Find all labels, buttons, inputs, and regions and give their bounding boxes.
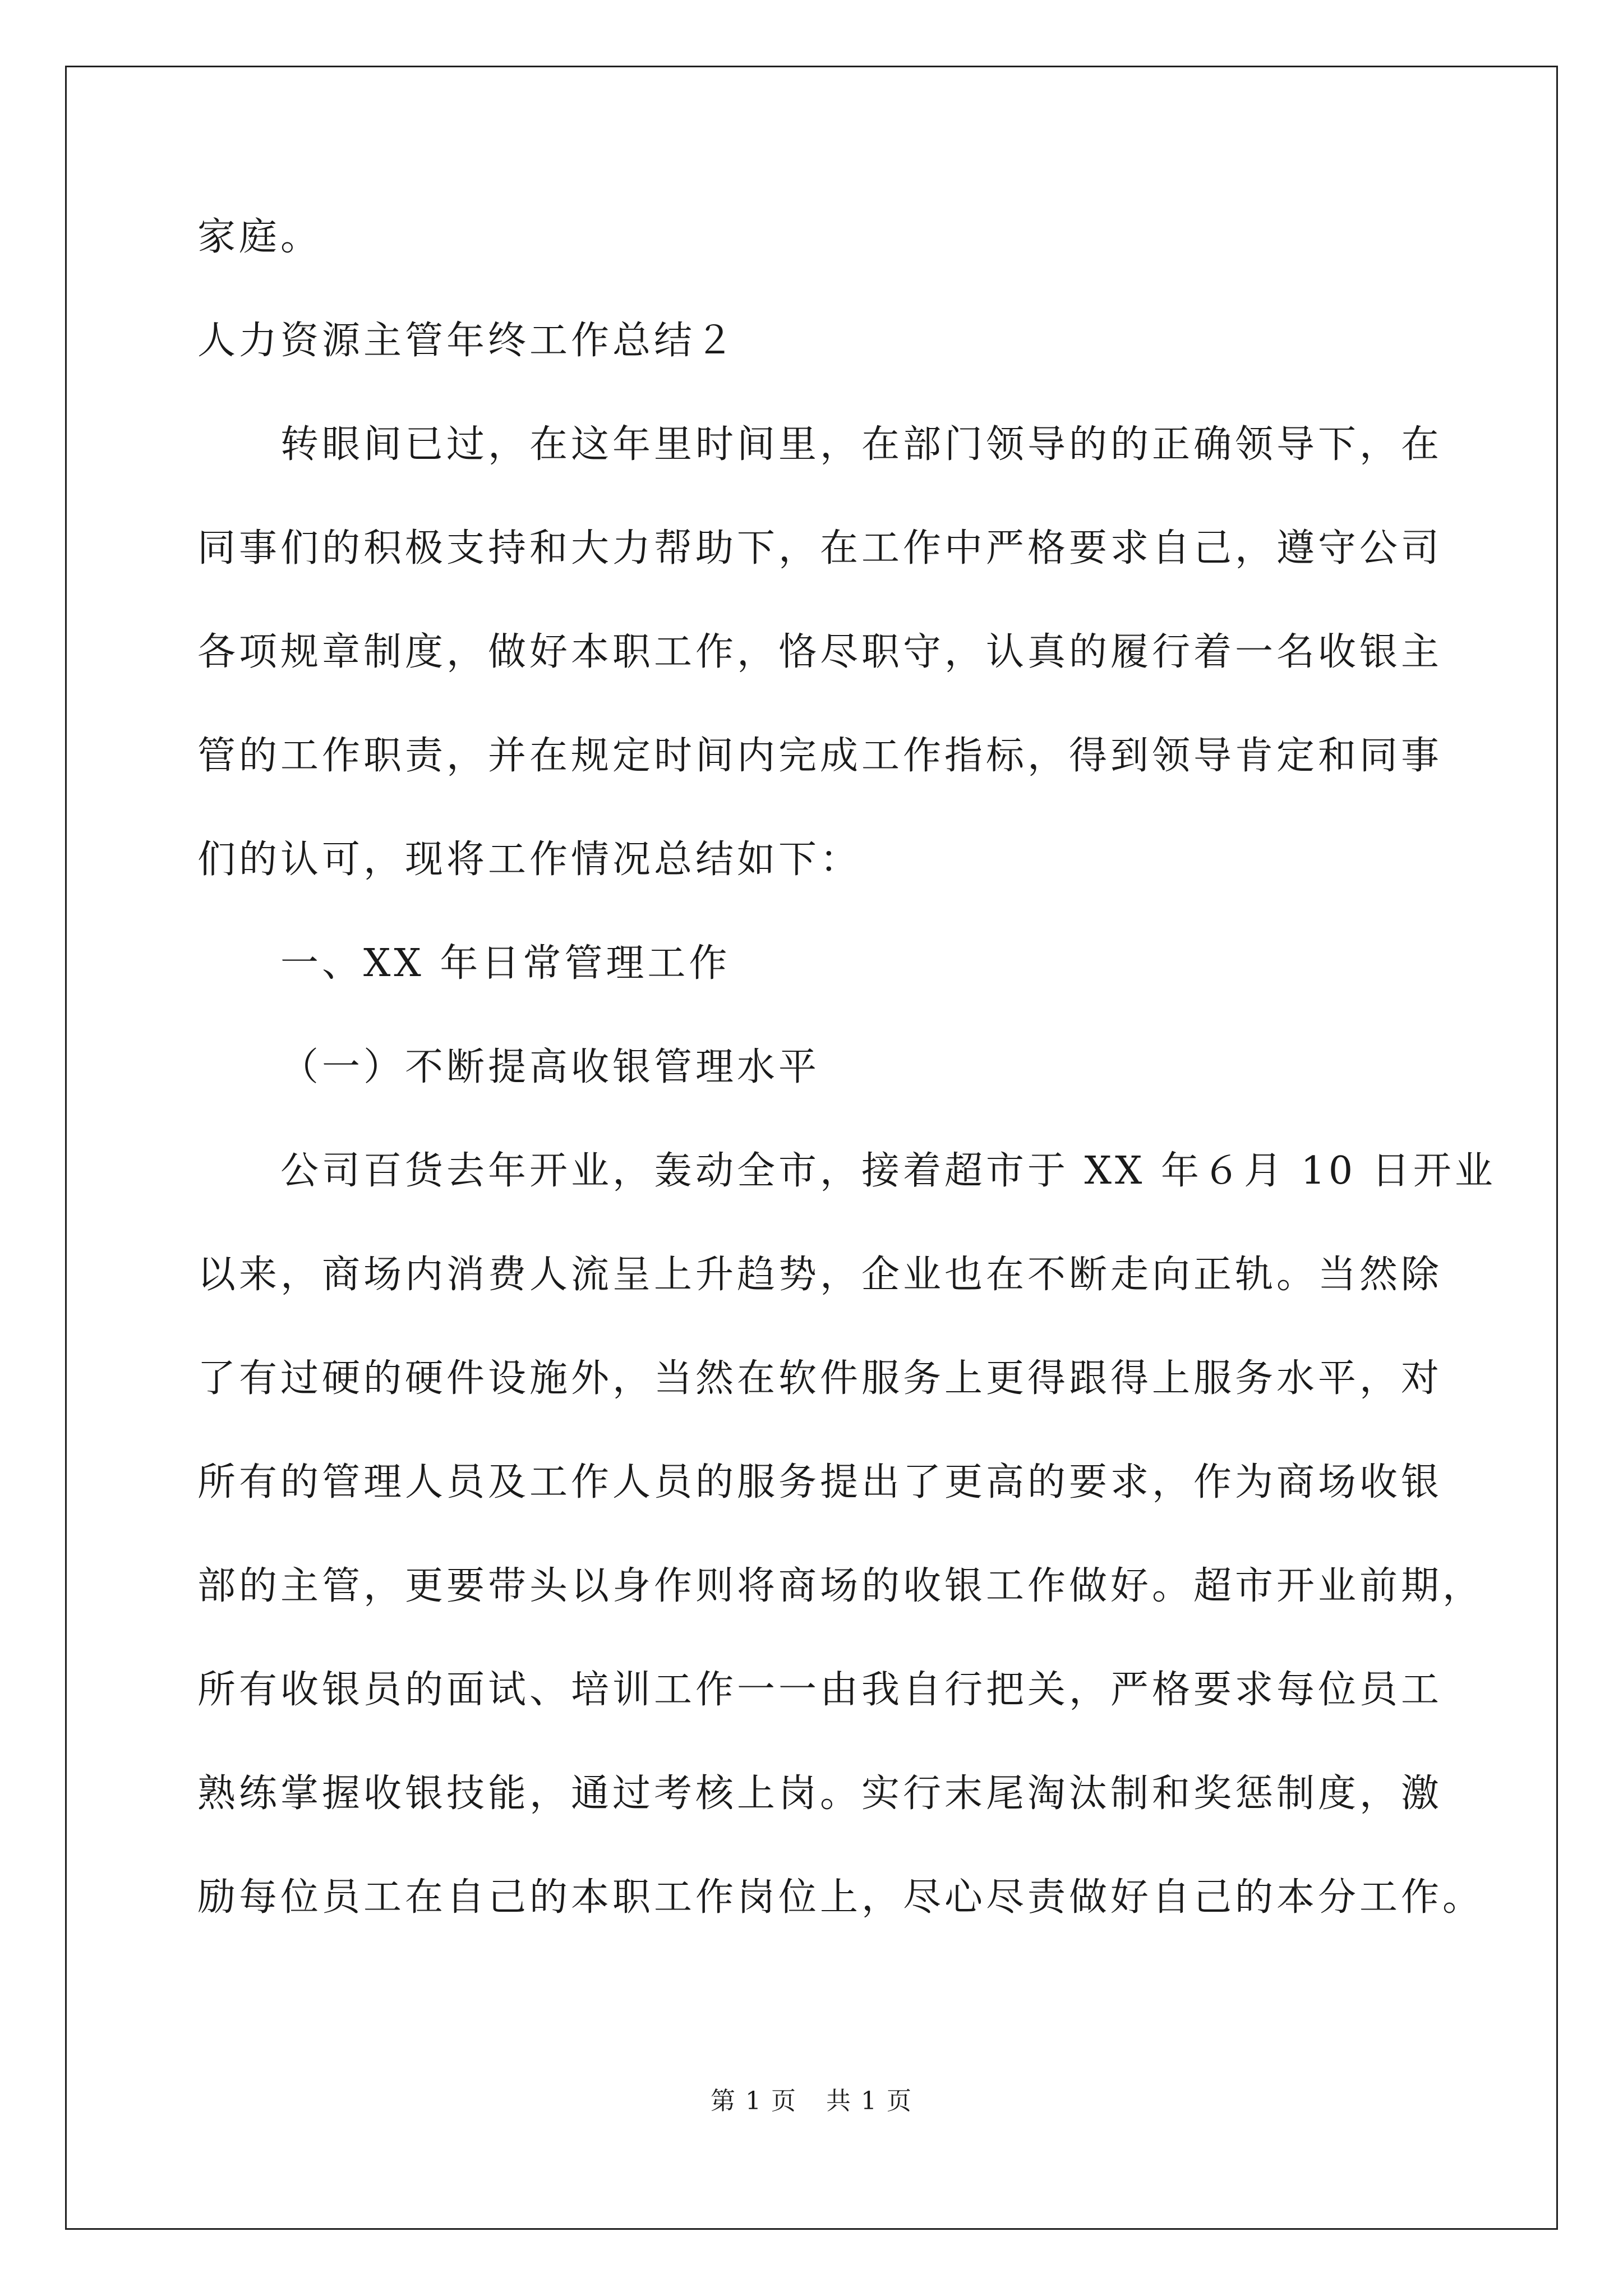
- text-line-17: 励每位员工在自己的本职工作岗位上，尽心尽责做好自己的本分工作。: [197, 1875, 1484, 1920]
- text-line-10: 公司百货去年开业，轰动全市，接着超市于 XX 年６月 10 日开业: [280, 1149, 1496, 1193]
- text-line-5: 各项规章制度，做好本职工作，恪尽职守，认真的履行着一名收银主: [197, 630, 1443, 674]
- subheading-2: （一）不断提高收银管理水平: [280, 1045, 820, 1089]
- text-line-4: 同事们的积极支持和大力帮助下，在工作中严格要求自己，遵守公司: [197, 526, 1443, 570]
- text-line-11: 以来，商场内消费人流呈上升趋势，企业也在不断走向正轨。当然除: [197, 1253, 1443, 1297]
- section-title: 人力资源主管年终工作总结２: [197, 319, 737, 363]
- page-total: 共 1 页: [826, 2087, 912, 2115]
- page-footer: [0, 2086, 1623, 2117]
- page-number: 第 1 页: [711, 2087, 797, 2115]
- text-line-14: 部的主管，更要带头以身作则将商场的收银工作做好。超市开业前期，: [197, 1564, 1484, 1608]
- text-line-1: 家庭。: [197, 215, 322, 259]
- text-line-12: 了有过硬的硬件设施外，当然在软件服务上更得跟得上服务水平，对: [197, 1356, 1443, 1401]
- text-line-16: 熟练掌握收银技能，通过考核上岗。实行末尾淘汰制和奖惩制度，激: [197, 1772, 1443, 1816]
- text-line-7: 们的认可，现将工作情况总结如下：: [197, 838, 862, 882]
- subheading-1: 一、XX 年日常管理工作: [280, 941, 731, 986]
- text-line-13: 所有的管理人员及工作人员的服务提出了更高的要求，作为商场收银: [197, 1460, 1443, 1504]
- text-line-3: 转眼间已过，在这年里时间里，在部门领导的的正确领导下，在: [280, 422, 1443, 467]
- text-line-15: 所有收银员的面试、培训工作一一由我自行把关，严格要求每位员工: [197, 1668, 1443, 1712]
- text-line-6: 管的工作职责，并在规定时间内完成工作指标，得到领导肯定和同事: [197, 734, 1443, 778]
